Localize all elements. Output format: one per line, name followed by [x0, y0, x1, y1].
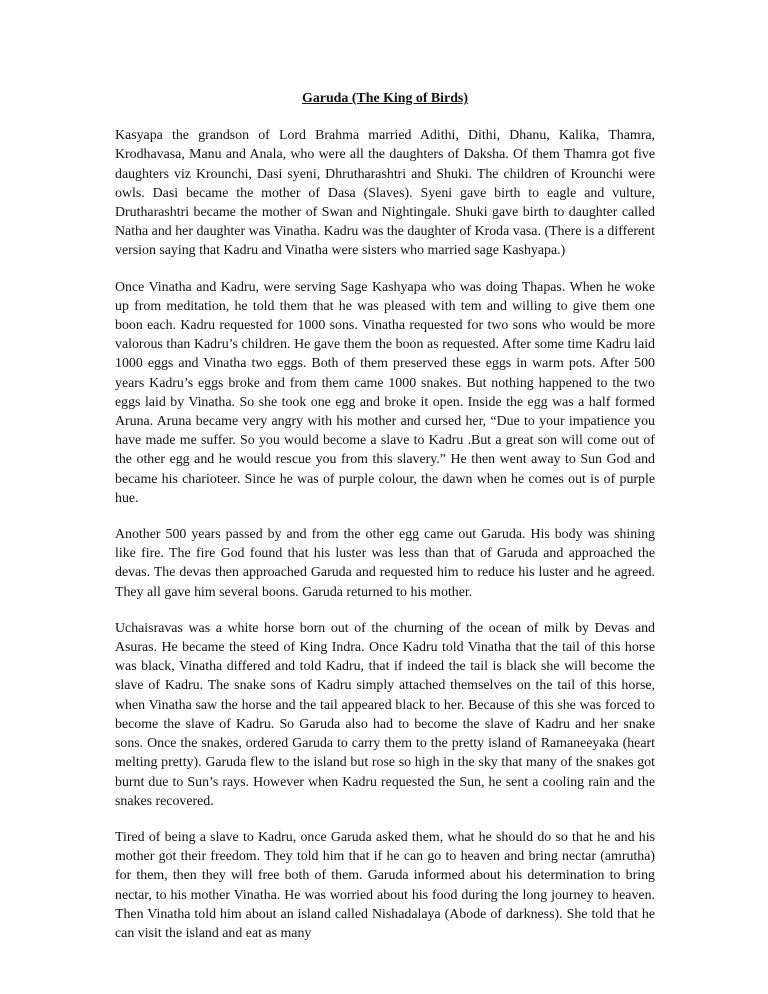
paragraph-1: Kasyapa the grandson of Lord Brahma married Adithi, Dithi, Dhanu, Kalika, Thamra, Krodhavasa, Manu and Anala, who were all the daughters of Daksha. Of them Thamra got five daughters viz Krounchi, Dasi syeni, Dhrutharashtri and Shuki. The children of Krounchi were owls. Dasi became the mother of Dasa (Slaves). Syeni gave birth to eagle and vulture, Drutharashtri became the mother of Swan and Nightingale. Shuki gave birth to daughter called Natha and her daughter was Vinatha. Kadru was the daughter of Kroda vasa. (There is a different version saying that Kadru and Vinatha were sisters who married sage Kashyapa.) — [115, 128, 655, 259]
paragraph-4: Uchaisravas was a white horse born out of the churning of the ocean of milk by Devas and Asuras. He became the steed of King Indra. Once Kadru told Vinatha that the tail of this horse was black, Vinatha differed and told Kadru, that if indeed the tail is black she will become the slave of Kadru. The snake sons of Kadru simply attached themselves on the tail of this horse, when Vinatha saw the horse and the tail appeared black to her. Because of this she was forced to become the slave of Kadru. So Garuda also had to become the slave of Kadru and her snake sons. Once the snakes, ordered Garuda to carry them to the pretty island of Ramaneeyaka (heart melting pretty). Garuda flew to the island but rose so high in the sky that many of the snakes got burnt due to Sun’s rays. However when Kadru requested the Sun, he sent a cooling rain and the snakes recovered. — [115, 620, 655, 809]
document-title: Garuda (The King of Birds) — [302, 91, 468, 106]
document-page — [115, 89, 655, 960]
paragraph-5: Tired of being a slave to Kadru, once Garuda asked them, what he should do so that he and his mother got their freedom. They told him that if he can go to heaven and bring nectar (amrutha) for them, then they will free both of them. Garuda informed about his determination to bring nectar, to his mother Vinatha. He was worried about his food during the long journey to heaven. Then Vinatha told him about an island called Nishadalaya (Abode of darkness). She told that he can visit the island and eat as many — [115, 829, 655, 941]
paragraph-2: Once Vinatha and Kadru, were serving Sage Kashyapa who was doing Thapas. When he woke up from meditation, he told them that he was pleased with tem and willing to give them one boon each. Kadru requested for 1000 sons. Vinatha requested for two sons who would be more valorous than Kadru’s children. He gave them the boon as requested. After some time Kadru laid 1000 eggs and Vinatha two eggs. Both of them preserved these eggs in warm pots. After 500 years Kadru’s eggs broke and from them came 1000 snakes. But nothing happened to the two eggs laid by Vinatha. So she took one egg and broke it open. Inside the egg was a half formed Aruna. Aruna became very angry with his mother and cursed her, “Due to your impatience you have made me suffer. So you would become a slave to Kadru .But a great son will come out of the other egg and he would rescue you from this slavery.” He then went away to Sun God and became his charioteer. Since he was of purple colour, the dawn when he comes out is of purple hue. — [115, 279, 655, 506]
paragraph-3: Another 500 years passed by and from the other egg came out Garuda. His body was shining like fire. The fire God found that his luster was less than that of Garuda and approached the devas. The devas then approached Garuda and requested him to reduce his luster and he agreed. They all gave him several boons. Garuda returned to his mother. — [115, 527, 655, 600]
